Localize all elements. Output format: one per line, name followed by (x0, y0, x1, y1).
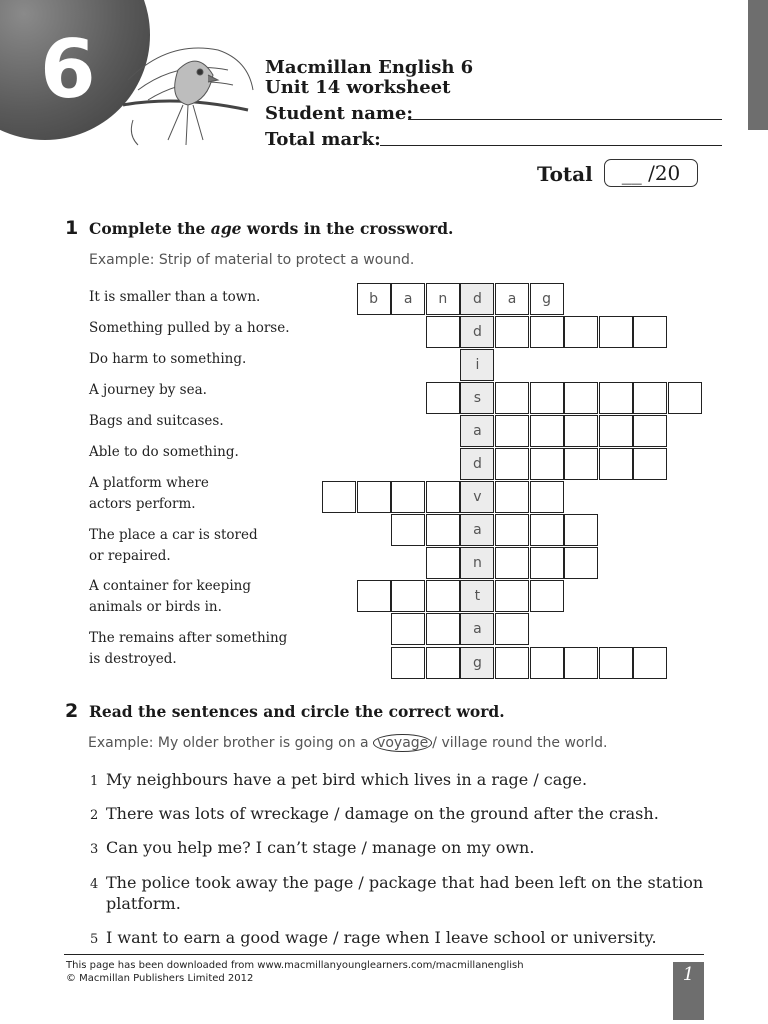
sentence-number: 3 (90, 842, 99, 857)
answer-cell[interactable] (495, 448, 529, 480)
answer-cell[interactable] (426, 613, 460, 645)
question-2-example: Example: My older brother is going on a voyage / village round the world. (88, 735, 608, 751)
page-number-box (673, 962, 704, 1020)
footer-divider (64, 954, 704, 955)
answer-cell[interactable] (495, 547, 529, 579)
question-1-text: Complete the age words in the crossword. (89, 219, 454, 238)
answer-cell[interactable] (599, 316, 633, 348)
answer-cell[interactable] (633, 415, 667, 447)
answer-cell[interactable] (633, 382, 667, 414)
key-cell[interactable]: a (460, 613, 494, 645)
answer-cell[interactable] (564, 415, 598, 447)
answer-cell[interactable] (391, 613, 425, 645)
example-cell[interactable]: a (495, 283, 529, 315)
sentence-number: 2 (90, 808, 99, 823)
clue-line: Able to do something. (89, 444, 239, 460)
answer-cell[interactable] (495, 647, 529, 679)
question-1-example: Example: Strip of material to protect a wound. (89, 252, 415, 268)
clue-line: Bags and suitcases. (89, 413, 224, 429)
answer-cell[interactable] (426, 547, 460, 579)
clue-line: A platform where (89, 475, 209, 491)
question-1-number: 1 (65, 217, 79, 239)
crossword-clue (89, 411, 224, 432)
answer-cell[interactable] (426, 514, 460, 546)
sentence-text[interactable] (106, 927, 706, 948)
crossword-clue (89, 442, 239, 463)
clue-line: animals or birds in. (89, 599, 222, 615)
answer-cell[interactable] (564, 382, 598, 414)
answer-cell[interactable] (564, 514, 598, 546)
worksheet-subtitle: Unit 14 worksheet (265, 77, 451, 98)
answer-cell[interactable] (495, 613, 529, 645)
sentence-line: platform. (106, 894, 181, 913)
student-name-label: Student name: (265, 103, 413, 124)
answer-cell[interactable] (530, 316, 564, 348)
clue-line: Do harm to something. (89, 351, 247, 367)
sentence-line: Can you help me? I can’t stage / manage on my own. (106, 838, 535, 857)
answer-cell[interactable] (495, 514, 529, 546)
sentence-line: The police took away the page / package that had been left on the station (106, 873, 704, 892)
crossword-clue (89, 576, 251, 618)
clue-line: Something pulled by a horse. (89, 320, 290, 336)
answer-cell[interactable] (599, 647, 633, 679)
clue-line: is destroyed. (89, 651, 177, 667)
crossword-clue (89, 380, 207, 401)
total-mark-field[interactable] (380, 145, 722, 146)
answer-cell[interactable] (530, 580, 564, 612)
crossword-clue (89, 318, 290, 339)
sentence-line: There was lots of wreckage / damage on the ground after the crash. (106, 804, 659, 823)
page-number: 1 (682, 964, 695, 985)
example-cell[interactable]: d (460, 283, 494, 315)
answer-cell[interactable] (426, 647, 460, 679)
sentence-number: 4 (90, 877, 99, 892)
question-2-text: Read the sentences and circle the correct word. (89, 702, 505, 721)
answer-cell[interactable] (530, 547, 564, 579)
answer-cell[interactable] (564, 547, 598, 579)
answer-cell[interactable] (599, 382, 633, 414)
total-score-box: __ /20 (604, 159, 698, 187)
clue-line: or repaired. (89, 548, 171, 564)
example-cell[interactable]: b (357, 283, 391, 315)
clue-line: actors perform. (89, 496, 196, 512)
circled-word: voyage (373, 734, 432, 752)
unit-number: 6 (40, 23, 96, 116)
key-cell[interactable]: t (460, 580, 494, 612)
answer-cell[interactable] (633, 448, 667, 480)
answer-cell[interactable] (426, 481, 460, 513)
crossword-clue (89, 287, 260, 308)
clue-line: A container for keeping (89, 578, 251, 594)
sentence-number: 5 (90, 932, 99, 947)
example-cell[interactable]: a (391, 283, 425, 315)
sentence-text[interactable] (106, 769, 706, 790)
sentence-line: I want to earn a good wage / rage when I leave school or university. (106, 928, 657, 947)
clue-line: The remains after something (89, 630, 288, 646)
answer-cell[interactable] (391, 647, 425, 679)
total-mark-label: Total mark: (265, 129, 381, 150)
answer-cell[interactable] (668, 382, 702, 414)
answer-cell[interactable] (599, 415, 633, 447)
answer-cell[interactable] (530, 514, 564, 546)
answer-cell[interactable] (564, 316, 598, 348)
parrot-illustration (108, 20, 258, 160)
answer-cell[interactable] (391, 580, 425, 612)
key-cell[interactable]: i (460, 349, 494, 381)
answer-cell[interactable] (495, 415, 529, 447)
answer-cell[interactable] (530, 481, 564, 513)
key-cell[interactable]: n (460, 547, 494, 579)
answer-cell[interactable] (530, 382, 564, 414)
answer-cell[interactable] (391, 481, 425, 513)
answer-cell[interactable] (495, 580, 529, 612)
answer-cell[interactable] (530, 647, 564, 679)
key-cell[interactable]: d (460, 448, 494, 480)
key-cell[interactable]: v (460, 481, 494, 513)
total-label: Total (537, 162, 593, 186)
example-cell[interactable]: g (530, 283, 564, 315)
key-cell[interactable]: d (460, 316, 494, 348)
answer-cell[interactable] (357, 580, 391, 612)
clue-line: The place a car is stored (89, 527, 258, 543)
side-tab (748, 0, 768, 130)
sentence-text[interactable] (106, 872, 706, 914)
answer-cell[interactable] (426, 316, 460, 348)
answer-cell[interactable] (357, 481, 391, 513)
clue-line: A journey by sea. (89, 382, 207, 398)
key-cell[interactable]: s (460, 382, 494, 414)
answer-cell[interactable] (322, 481, 356, 513)
sentence-line: My neighbours have a pet bird which lives in a rage / cage. (106, 770, 588, 789)
answer-cell[interactable] (426, 580, 460, 612)
sentence-text[interactable] (106, 803, 706, 824)
answer-cell[interactable] (495, 382, 529, 414)
answer-cell[interactable] (426, 382, 460, 414)
answer-cell[interactable] (599, 448, 633, 480)
sentence-text[interactable] (106, 837, 706, 858)
answer-cell[interactable] (633, 316, 667, 348)
crossword-clue (89, 349, 246, 370)
footer-source: This page has been downloaded from www.macmillanyounglearners.com/macmillanenglish (66, 960, 524, 971)
answer-cell[interactable] (564, 647, 598, 679)
question-2-number: 2 (65, 700, 79, 722)
crossword-clue (89, 525, 258, 567)
footer-copyright: © Macmillan Publishers Limited 2012 (66, 973, 254, 984)
crossword-clue (89, 628, 287, 670)
clue-line: It is smaller than a town. (89, 289, 261, 305)
answer-cell[interactable] (530, 415, 564, 447)
answer-cell[interactable] (633, 647, 667, 679)
sentence-number: 1 (90, 774, 99, 789)
example-cell[interactable]: n (426, 283, 460, 315)
key-cell[interactable]: g (460, 647, 494, 679)
student-name-field[interactable] (408, 119, 722, 120)
answer-cell[interactable] (530, 448, 564, 480)
worksheet-title: Macmillan English 6 (265, 57, 474, 78)
key-cell[interactable]: a (460, 415, 494, 447)
key-cell[interactable]: a (460, 514, 494, 546)
answer-cell[interactable] (495, 316, 529, 348)
crossword-clue (89, 473, 209, 515)
answer-cell[interactable] (564, 448, 598, 480)
answer-cell[interactable] (391, 514, 425, 546)
answer-cell[interactable] (495, 481, 529, 513)
